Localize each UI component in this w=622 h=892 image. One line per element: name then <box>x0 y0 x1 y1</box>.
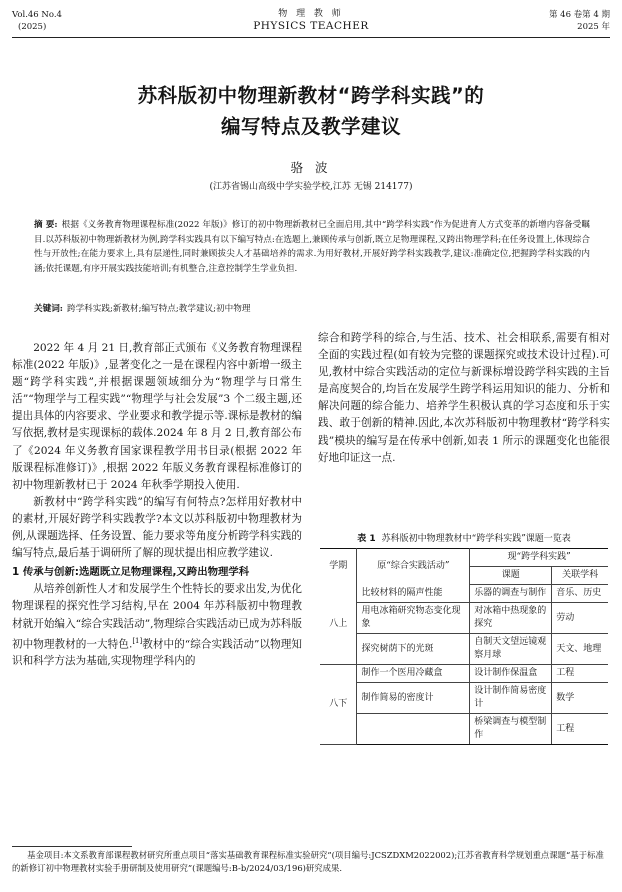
paragraph: 新教材中“跨学科实践”的编写有何特点?怎样用好教材中的素材,开展好跨学科实践教学?本文以苏科版初中物理教材为例,从课题选择、任务设置、能力要求等角度分析跨学科实践的编写特点,最后基于调研所了解的现状提出相应教学建议. <box>12 495 302 560</box>
cell-topic: 桥梁调查与模型制作 <box>470 714 552 745</box>
table-row <box>320 665 608 683</box>
table-caption <box>318 531 610 544</box>
th-original: 原“综合实践活动” <box>357 549 470 585</box>
cell-topic: 乐器的调查与制作 <box>470 585 552 603</box>
cell-original: 制作简易的密度计 <box>357 683 470 714</box>
th-topic: 课题 <box>470 567 552 585</box>
body-column-right <box>318 330 610 467</box>
keywords-label: 关键词: <box>34 304 63 314</box>
cell-grade: 八上 <box>320 585 357 665</box>
section-heading: 1 传承与创新:选题既立足物理课程,又跨出物理学科 <box>12 566 250 579</box>
cell-subject: 天文、地理 <box>552 634 608 665</box>
header-volume: Vol.46 No.4 <box>12 10 62 20</box>
journal-name-en: PHYSICS TEACHER <box>253 20 369 32</box>
title-line-1: 苏科版初中物理新教材“跨学科实践”的 <box>137 84 485 107</box>
table-row <box>320 683 608 714</box>
cell-subject: 音乐、历史 <box>552 585 608 603</box>
body-column-left <box>12 340 302 670</box>
cell-subject: 工程 <box>552 714 608 745</box>
citation-ref[interactable]: [1] <box>132 636 143 645</box>
table-row <box>320 585 608 603</box>
table-number: 表 1 <box>357 534 376 544</box>
abstract <box>34 218 590 276</box>
course-table <box>320 548 608 745</box>
table-caption-text: 苏科版初中物理教材中“跨学科实践”课题一览表 <box>381 534 571 544</box>
table-row <box>320 634 608 665</box>
cell-subject: 工程 <box>552 665 608 683</box>
author-affiliation: (江苏省锡山高级中学实验学校,江苏 无锡 214177) <box>209 182 413 192</box>
cell-original <box>357 714 470 745</box>
keywords <box>34 302 590 316</box>
journal-name-cn: 物 理 教 师 <box>278 9 344 19</box>
th-grade: 学期 <box>320 549 357 585</box>
th-subject: 关联学科 <box>552 567 608 585</box>
author-name: 骆 波 <box>290 160 332 175</box>
table-row <box>320 714 608 745</box>
paragraph-text: 从培养创新性人才和发展学生个性特长的要求出发,为优化物理课程的探究性学习结构,早在 2004 年苏科版初中物理教材就开始编入“综合实践活动”,物理综合实践活动已成为苏科版初中物理教材的一大特色. <box>12 583 302 651</box>
cell-original: 制作一个医用冷藏盒 <box>357 665 470 683</box>
keywords-text: 跨学科实践;新教材;编写特点;教学建议;初中物理 <box>66 304 251 314</box>
title-line-2: 编写特点及教学建议 <box>220 115 401 138</box>
table-row <box>320 603 608 634</box>
abstract-text: 根据《义务教育物理课程标准(2022 年版)》修订的初中物理新教材已全面启用,其中“跨学科实践”作为促进育人方式变革的新增内容备受瞩目.以苏科版初中物理新教材为例,跨学科实践具有以下编写特点:在选题上,兼顾传承与创新,既立足物理课程,又跨出物理学科;在任务设置上,体现综合性与开放性;在能力要求上,具有层递性,同时兼顾拔尖人才基础培养的需求.为用好教材,开展好跨学科实践教学,建议:准确定位,把握跨学科实践的内涵;依托课题,有序开展实践技能培训;有机整合,注意控制学生学业负担. <box>34 220 590 274</box>
header-issue-block <box>549 9 610 33</box>
cell-subject: 数学 <box>552 683 608 714</box>
footnote-rule <box>12 846 132 847</box>
paragraph <box>12 581 302 670</box>
cell-subject: 劳动 <box>552 603 608 634</box>
abstract-label: 摘 要: <box>34 220 58 230</box>
paragraph-text-tail: 教材中的“综合实践活动”以物理知识和科学方法为基础,实现物理学科内的 <box>12 638 302 668</box>
header-year-cn: 2025 年 <box>577 22 610 32</box>
cell-topic: 对冰箱中热现象的探究 <box>470 603 552 634</box>
cell-original: 用电冰箱研究物态变化现象 <box>357 603 470 634</box>
th-current-group: 现“跨学科实践” <box>470 549 608 567</box>
header-year: (2025) <box>18 22 47 32</box>
cell-original: 探究树荫下的光斑 <box>357 634 470 665</box>
header-journal <box>0 8 622 32</box>
cell-topic: 自制天文望远镜观察月球 <box>470 634 552 665</box>
cell-original: 比较材料的隔声性能 <box>357 585 470 603</box>
header-rule <box>12 37 610 38</box>
paragraph: 综合和跨学科的综合,与生活、技术、社会相联系,需要有相对全面的实践过程(如有较为完整的课题探究或技术设计过程).可见,教材中综合实践活动的定位与新课标增设跨学科实践的主旨是高度契合的,均旨在发展学生跨学科运用知识的能力、分析和解决问题的综合能力、培养学生积极认真的学习态度和乐于实践、敢于创新的精神.因此,本次苏科版初中物理教材“跨学科实践”模块的编写是在传承中创新,如表 1 所示的课题变化也能很好地印证这一点. <box>318 332 610 464</box>
cell-topic: 设计制作保温盒 <box>470 665 552 683</box>
paragraph: 2022 年 4 月 21 日,教育部正式颁布《义务教育物理课程标准(2022 年版)》,显著变化之一是在课程内容中新增一级主题“跨学科实践”,并根据课题领域细分为“物理学与日常生活”“物理学与工程实践”“物理学与社会发展”3 个二级主题,还提出具体的内容要求、学业要求和教学提示等.课标是教材的编写依据,教材是实现课标的载体.2024 年 8 月 2 日,教育部公布了《2024 年义务教育国家课程教学用书目录(根据 2022 年版课程标准修订)》,根据 2022 年版义务教育课程标准修订的初中物理新教材已于 2024 年秋季学期投入使用. <box>12 342 302 491</box>
cell-grade: 八下 <box>320 665 357 745</box>
footnote: 基金项目:本文系教育部课程教材研究所重点项目“落实基础教育课程标准实验研究”(项目编号:JCSZDXM2022002);江苏省教育科学规划重点课题“基于标准的新修订初中物理教材实验手册研制及使用研究”(课题编号:B-b/2024/03/196)研究成果. <box>12 850 604 873</box>
header-issue: 第 46 卷第 4 期 <box>548 10 610 20</box>
cell-topic: 设计制作简易密度计 <box>470 683 552 714</box>
article-title <box>0 80 622 142</box>
